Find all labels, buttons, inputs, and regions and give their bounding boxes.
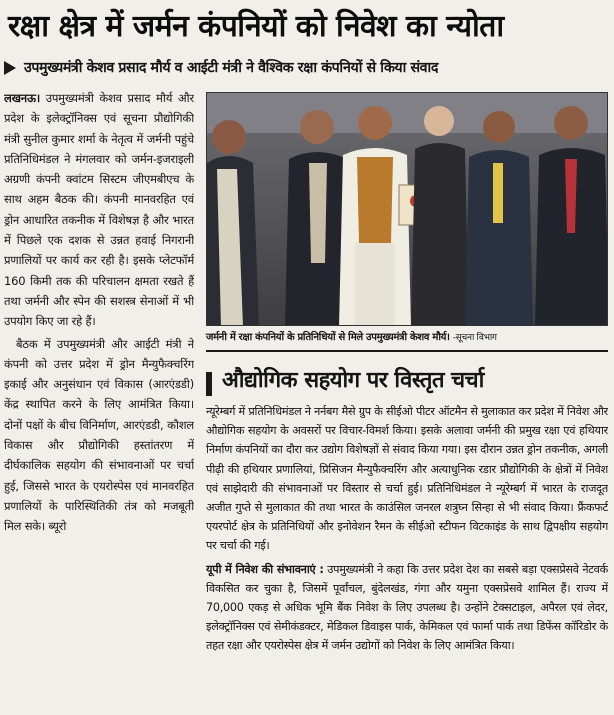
left-paragraph-2 xyxy=(4,334,194,537)
subheadline: उपमुख्यमंत्री केशव प्रसाद मौर्य व आईटी मंत्री ने वैश्विक रक्षा कंपनियों से किया संवाद xyxy=(24,60,438,76)
right-paragraph-1: न्यूरेम्बर्ग में प्रतिनिधिमंडल ने नर्नबग मैसे ग्रुप के सीईओ पीटर ऑटमैन से मुलाकात कर प्रदेश में निवेश और औद्योगिक सहयोग के अवसरों पर विचार-विमर्श किया। इसके अलावा जर्मनी की प्रमुख रक्षा एवं हथियार निर्माण कंपनियों का दौरा कर उद्योग विशेषज्ञों से संवाद किया गया। इस दौरान उन्नत ड्रोन तकनीक, अगली पीढ़ी की हथियार प्रणालियां, प्रिसिजन मैन्युफैक्चरिंग और अत्याधुनिक रडार प्रौद्योगिकी के क्षेत्रों में निवेश एवं साझेदारी की संभावनाओं पर विस्तार से चर्चा हुई। प्रतिनिधिमंडल ने न्यूरेम्बर्ग में भारत के राजदूत अजीत गुप्ते से मुलाकात की तथा भारत के काउंसिल जनरल शत्रुघ्न सिन्हा से भी संवाद किया। फ्रैंकफर्ट एयरपोर्ट क्षेत्र के प्रतिनिधियों और इनोवेशन रैमन के सीईओ स्टीफन विटकाइंड के साथ द्विपक्षीय सहयोग पर चर्चा की गई। xyxy=(206,405,608,553)
news-photo xyxy=(206,92,608,326)
group-photo-illustration xyxy=(207,93,608,326)
photo-caption xyxy=(206,328,608,348)
left-paragraph-2-text: बैठक में उपमुख्यमंत्री और आईटी मंत्री ने कंपनी को उत्तर प्रदेश में ड्रोन मैन्युफैक्चरिंग इकाई और अनुसंधान एवं विकास (आरएंडडी) केंद्र स्थापित करने के लिए आमंत्रित किया। दोनों पक्षों के बीच विनिर्माण, आरएंडडी, कौशल विकास और प्रौद्योगिकी हस्तांतरण में दीर्घकालिक सहयोग की संभावनाओं पर चर्चा हुई, जिससे भारत के एयरोस्पेस एवं मानवरहित प्रणालियों के पारिस्थितिकी तंत्र को मजबूती मिल सके। xyxy=(4,336,194,534)
dateline: लखनऊ। xyxy=(4,91,40,105)
photo-credit: -सूचना विभाग xyxy=(452,333,497,343)
section-divider xyxy=(206,350,608,352)
left-paragraph-1-text: उपमुख्यमंत्री केशव प्रसाद मौर्य और प्रदेश के इलेक्ट्रॉनिक्स एवं सूचना प्रौद्योगिकी मंत्री सुनील कुमार शर्मा के नेतृत्व में जर्मनी पहुंचे प्रतिनिधिमंडल ने मंगलवार को जर्मन-इजराइली अग्रणी कंपनी क्वांटम सिस्टम जीएमबीएच के साथ अहम बैठक की। कंपनी मानवरहित एवं ड्रोन आधारित तकनीक में विशेषज्ञ है और भारत में पिछले एक दशक से उन्नत हवाई निगरानी प्रणालियों पर कार्य कर रही है। इसके प्लेटफॉर्म 160 किमी तक की परिचालन क्षमता रखते हैं तथा जर्मनी और स्पेन की सशस्त्र सेनाओं में भी उपयोग किए जा रहे हैं। xyxy=(4,91,194,329)
left-column-article xyxy=(4,88,194,710)
section-marker xyxy=(206,372,212,396)
section-heading: औद्योगिक सहयोग पर विस्तृत चर्चा xyxy=(222,368,484,393)
headline: रक्षा क्षेत्र में जर्मन कंपनियों को निवेश का न्योता xyxy=(8,9,504,44)
photo-caption-text: जर्मनी में रक्षा कंपनियों के प्रतिनिधियों से मिले उपमुख्यमंत्री केशव मौर्य। xyxy=(206,332,450,343)
left-paragraph-1 xyxy=(4,88,194,332)
right-column-article xyxy=(206,402,608,710)
right-paragraph-2 xyxy=(206,560,608,656)
subheadline-arrow-icon xyxy=(4,61,16,75)
investment-subheading: यूपी में निवेश की संभावनाएं : xyxy=(206,562,324,576)
byline: ब्यूरो xyxy=(48,519,67,534)
right-paragraph-2-text: उपमुख्यमंत्री ने कहा कि उत्तर प्रदेश देश का सबसे बड़ा एक्सप्रेसवे नेटवर्क विकसित कर चुका है, जिसमें पूर्वांचल, बुंदेलखंड, गंगा और यमुना एक्सप्रेसवे शामिल हैं। राज्य में 70,000 एकड़ से अधिक भूमि बैंक निवेश के लिए उपलब्ध है। उन्होंने टेक्सटाइल, अपैरल एवं लेदर, इलेक्ट्रॉनिक्स एवं सेमीकंडक्टर, मेडिकल डिवाइस पार्क, केमिकल एवं फार्मा पार्क तथा डिफेंस कॉरिडोर के तहत रक्षा और एयरोस्पेस क्षेत्र में जर्मन उद्योगों को निवेश के लिए आमंत्रित किया। xyxy=(206,562,608,653)
